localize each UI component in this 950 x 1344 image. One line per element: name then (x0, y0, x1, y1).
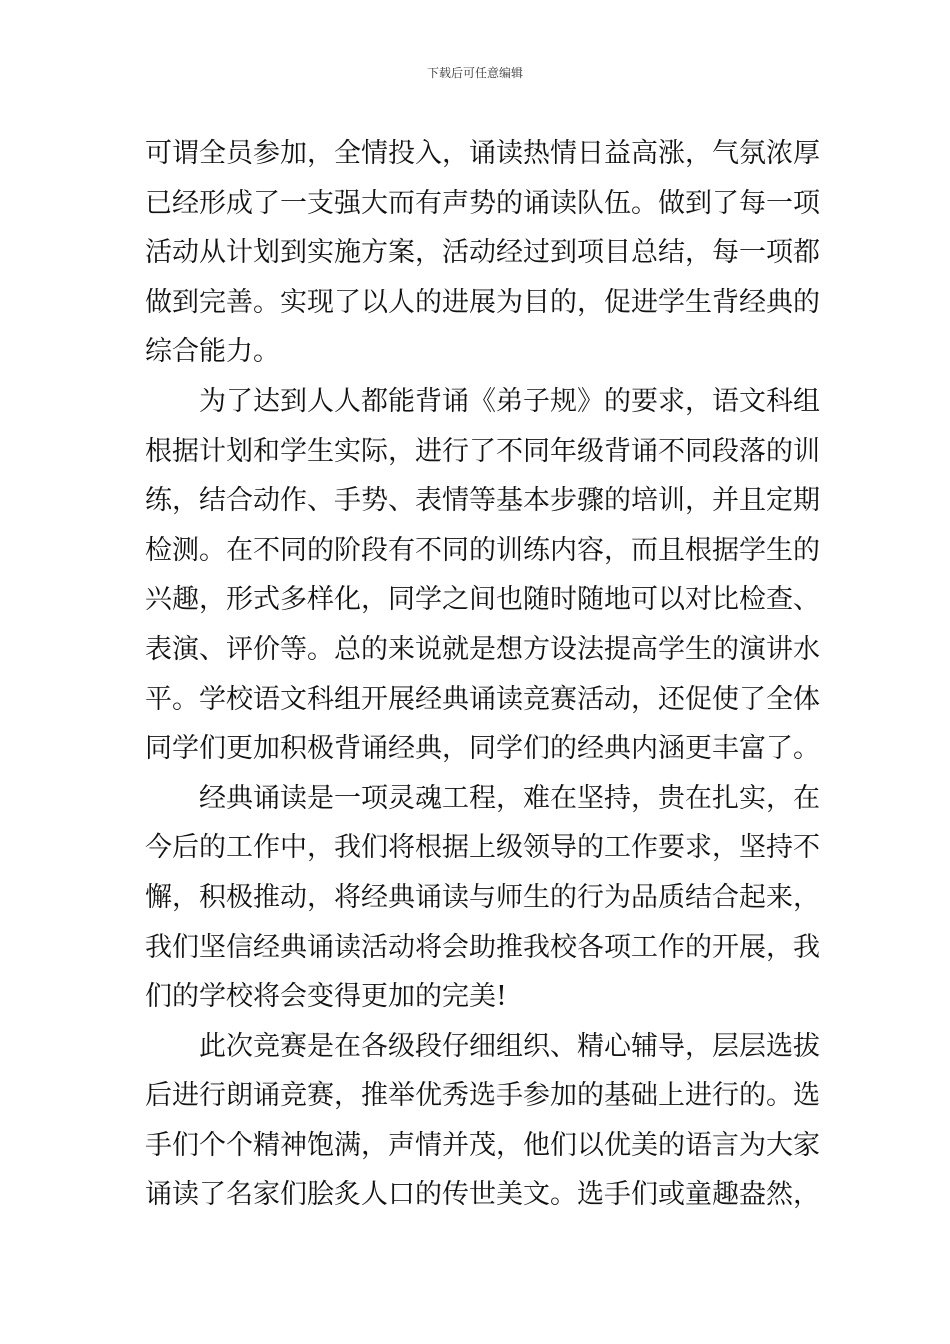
text-line: 根据计划和学生实际，进行了不同年级背诵不同段落的训 (145, 435, 820, 467)
document-body (145, 129, 820, 1220)
text-line: 们的学校将会变得更加的完美! (145, 981, 507, 1013)
text-line: 已经形成了一支强大而有声势的诵读队伍。做到了每一项 (145, 187, 820, 219)
text-line: 今后的工作中，我们将根据上级领导的工作要求，坚持不 (145, 832, 820, 864)
text-line: 懈，积极推动，将经典诵读与师生的行为品质结合起来， (145, 881, 820, 913)
page-header: 下载后可任意编辑 (426, 66, 523, 80)
text-line: 表演、评价等。总的来说就是想方设法提高学生的演讲水 (145, 633, 820, 665)
text-line: 同学们更加积极背诵经典，同学们的经典内涵更丰富了。 (145, 733, 820, 765)
text-line: 经典诵读是一项灵魂工程，难在坚持，贵在扎实，在 (199, 782, 820, 814)
text-line: 我们坚信经典诵读活动将会助推我校各项工作的开展，我 (145, 931, 820, 963)
text-line: 此次竞赛是在各级段仔细组织、精心辅导，层层选拔 (199, 1030, 820, 1062)
text-line: 兴趣，形式多样化，同学之间也随时随地可以对比检查、 (145, 584, 820, 616)
text-line: 诵读了名家们脍炙人口的传世美文。选手们或童趣盎然， (145, 1179, 820, 1211)
text-line: 活动从计划到实施方案，活动经过到项目总结，每一项都 (145, 237, 820, 269)
text-line: 检测。在不同的阶段有不同的训练内容，而且根据学生的 (145, 534, 820, 566)
text-line: 手们个个精神饱满，声情并茂，他们以优美的语言为大家 (145, 1129, 820, 1161)
text-line: 后进行朗诵竞赛，推举优秀选手参加的基础上进行的。选 (145, 1080, 820, 1112)
text-line: 综合能力。 (145, 336, 280, 368)
text-line: 可谓全员参加，全情投入，诵读热情日益高涨，气氛浓厚 (145, 138, 820, 169)
text-line: 做到完善。实现了以人的进展为目的，促进学生背经典的 (145, 286, 820, 318)
text-line: 练，结合动作、手势、表情等基本步骤的培训，并且定期 (145, 485, 820, 517)
text-line: 平。学校语文科组开展经典诵读竞赛活动，还促使了全体 (145, 683, 820, 715)
text-line: 为了达到人人都能背诵《弟子规》的要求，语文科组 (199, 385, 820, 417)
